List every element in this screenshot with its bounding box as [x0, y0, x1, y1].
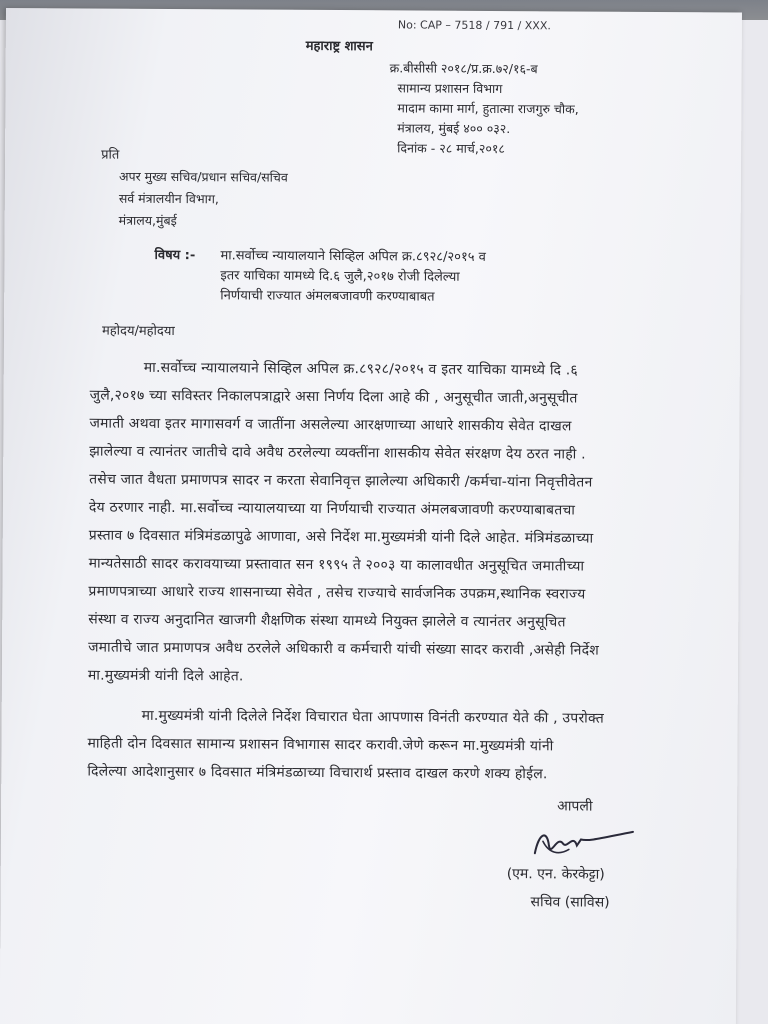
- date-line: दिनांक - २८ मार्च,२०१८: [397, 140, 505, 157]
- paragraph-line: देय ठरणार नाही. मा.सर्वोच्च न्यायालयाच्या या निर्णयाची राज्यात अंमलबजावणी करण्याबाबतचा: [88, 499, 576, 519]
- paragraph-line: झालेल्या व त्यानंतर जातीचे दावे अवैध ठरलेल्या व्यक्तींना शासकीय सेवेत संरक्षण देय ठरत नाही .: [89, 443, 586, 463]
- to-label: प्रति: [101, 147, 120, 163]
- subject-line: मा.सर्वोच्च न्यायालयाने सिव्हिल अपिल क्र.८९२८/२०१५ व: [220, 248, 486, 265]
- paragraph-line: मा.मुख्यमंत्री यांनी दिले आहेत.: [87, 667, 244, 685]
- address-line: मादाम कामा मार्ग, हुतात्मा राजगुरु चौक,: [397, 100, 579, 117]
- recipient-line: मंत्रालय,मुंबई: [118, 212, 177, 229]
- paragraph-line: संस्था व राज्य अनुदानित खाजगी शैक्षणिक संस्था यामध्ये नियुक्त झालेले व त्यानंतर अनुसूचित: [88, 611, 566, 631]
- address-line: सामान्य प्रशासन विभाग: [397, 80, 503, 97]
- signature-scribble: [529, 823, 639, 864]
- paragraph-line: दिलेल्या आदेशानुसार ७ दिवसात मंत्रिमंडळाच्या विचारार्थ प्रस्ताव दाखल करणे शक्य होईल.: [87, 763, 548, 783]
- address-line: क्र.बीसीसी २०१८/प्र.क्र.७२/१६-ब: [389, 60, 538, 77]
- paragraph-line: तसेच जात वैधता प्रमाणपत्र सादर न करता सेवानिवृत्त झालेल्या अधिकारी /कर्मचा-यांना निवृत्तीवेतन: [89, 471, 593, 491]
- paragraph-line: मा.मुख्यमंत्री यांनी दिलेले निर्देश विचारात घेता आपणास विनंती करण्यात येते की , उपरोक्त: [141, 707, 604, 727]
- signatory-name: (एम. एन. केरकेट्टा): [506, 866, 605, 883]
- signatory-title: सचिव (साविस): [530, 894, 610, 911]
- subject-line: इतर याचिका यामध्ये दि.६ जुलै,२०१७ रोजी दिलेल्या: [220, 268, 460, 285]
- office-title: महाराष्ट्र शासन: [305, 38, 373, 55]
- address-line: मंत्रालय, मुंबई ४०० ०३२.: [397, 120, 511, 137]
- paragraph-line: जुलै,२०१७ च्या सविस्तर निकालपत्राद्वारे असा निर्णय दिला आहे की , अनुसूचीत जाती,अनुसूचीत: [89, 387, 578, 407]
- recipient-line: अपर मुख्य सचिव/प्रधान सचिव/सचिव: [118, 168, 288, 185]
- paragraph-line: प्रस्ताव ७ दिवसात मंत्रिमंडळापुढे आणावा, असे निर्देश मा.मुख्यमंत्री यांनी दिले आहेत. मंत्रिमंडळाच्या: [88, 527, 594, 547]
- paragraph-line: मा.सर्वोच्च न्यायालयाने सिव्हिल अपिल क्र.८९२८/२०१५ व इतर याचिका यामध्ये दि .६: [143, 359, 578, 379]
- closing: आपली: [557, 798, 593, 815]
- paragraph-line: जमातीचे जात प्रमाणपत्र अवैध ठरलेले अधिकारी व कर्मचारी यांची संख्या सादर करावी ,असेही निर्देश: [88, 639, 600, 659]
- subject-line: निर्णयाची राज्यात अंमलबजावणी करण्याबाबत: [220, 288, 435, 305]
- paragraph-line: जमाती अथवा इतर मागासवर्ग व जातींना असलेल्या आरक्षणाच्या आधारे शासकीय सेवेत दाखल: [89, 415, 572, 435]
- reference-stamp: No: CAP – 7518 / 791 / XXX.: [397, 18, 551, 33]
- paragraph-line: प्रमाणपत्राच्या आधारे राज्य शासनाच्या सेवेत , तसेच राज्याचे सार्वजनिक उपक्रम,स्थानिक स्वराज्य: [88, 583, 586, 603]
- paragraph-line: माहिती दोन दिवसात सामान्य प्रशासन विभागास सादर करावी.जेणे करून मा.मुख्यमंत्री यांनी: [87, 735, 554, 755]
- subject-label: विषय :-: [154, 247, 196, 264]
- recipient-line: सर्व मंत्रालयीन विभाग,: [118, 190, 219, 207]
- salutation: महोदय/महोदया: [101, 323, 175, 340]
- paragraph-line: मान्यतेसाठी सादर करावयाच्या प्रस्तावात सन १९९५ ते २००३ या कालावधीत अनुसूचित जमातीच्या: [88, 555, 585, 575]
- letter-page: [0, 8, 742, 1024]
